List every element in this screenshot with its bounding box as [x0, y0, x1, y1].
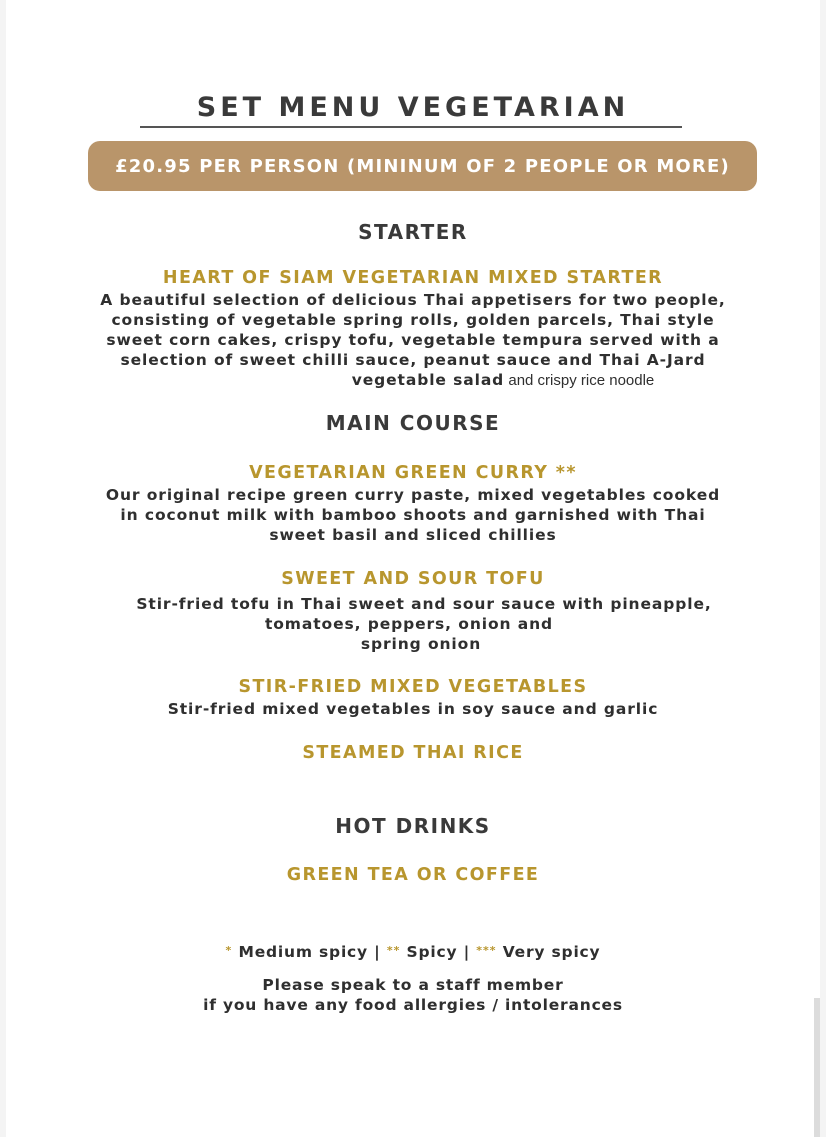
scrollbar-edge[interactable]	[814, 998, 820, 1137]
dish-description-green-curry	[0, 485, 826, 545]
desc-line: Our original recipe green curry paste, mixed vegetables cooked	[105, 486, 721, 504]
desc-fragment: vegetable salad	[351, 371, 505, 389]
section-heading-main-course: MAIN COURSE	[325, 411, 501, 435]
spice-star-very-spicy: ***	[476, 944, 497, 957]
desc-line: tomatoes, peppers, onion and	[264, 615, 554, 633]
section-heading-starter: STARTER	[358, 220, 468, 244]
spice-legend	[0, 941, 826, 962]
desc-line	[0, 370, 826, 391]
legend-text: Spicy |	[400, 943, 477, 961]
section-heading-hot-drinks: HOT DRINKS	[335, 814, 491, 838]
desc-line: selection of sweet chilli sauce, peanut sauce and Thai A-Jard	[120, 351, 706, 369]
spice-star-spicy: **	[386, 944, 401, 957]
desc-line: sweet corn cakes, crispy tofu, vegetable tempura served with a	[106, 331, 720, 349]
allergy-line: Please speak to a staff member	[262, 976, 564, 994]
drink-item-tea-coffee: GREEN TEA OR COFFEE	[286, 865, 540, 885]
allergy-line: if you have any food allergies / intolerances	[203, 996, 623, 1014]
desc-line: sweet basil and sliced chillies	[269, 526, 557, 544]
dish-name-mixed-starter: HEART OF SIAM VEGETARIAN MIXED STARTER	[162, 268, 664, 288]
desc-fragment: and crispy rice noodle	[504, 372, 655, 389]
legend-text: Medium spicy |	[232, 943, 387, 961]
title-underline	[140, 126, 682, 128]
desc-line: A beautiful selection of delicious Thai appetisers for two people,	[100, 291, 726, 309]
spice-star-medium: *	[225, 944, 233, 957]
dish-name-steamed-rice: STEAMED THAI RICE	[302, 743, 524, 763]
dish-description-stir-fried-vegetables	[0, 699, 826, 719]
dish-description-mixed-starter	[0, 290, 826, 391]
dish-name-sweet-sour-tofu: SWEET AND SOUR TOFU	[281, 569, 545, 589]
price-banner: £20.95 PER PERSON (MININUM OF 2 PEOPLE OR MORE)	[88, 141, 757, 191]
dish-description-sweet-sour-tofu	[0, 594, 826, 654]
dish-name-stir-fried-vegetables: STIR-FRIED MIXED VEGETABLES	[238, 677, 588, 697]
desc-line: Stir-fried tofu in Thai sweet and sour sauce with pineapple,	[136, 595, 712, 613]
desc-line: consisting of vegetable spring rolls, golden parcels, Thai style	[111, 311, 715, 329]
legend-text: Very spicy	[496, 943, 601, 961]
dish-name-green-curry: VEGETARIAN GREEN CURRY **	[249, 463, 577, 483]
desc-line: spring onion	[360, 635, 482, 653]
desc-line: in coconut milk with bamboo shoots and garnished with Thai	[120, 506, 706, 524]
menu-title: SET MENU VEGETARIAN	[196, 92, 630, 123]
allergy-notice	[0, 975, 826, 1015]
desc-line: Stir-fried mixed vegetables in soy sauce and garlic	[167, 700, 659, 718]
